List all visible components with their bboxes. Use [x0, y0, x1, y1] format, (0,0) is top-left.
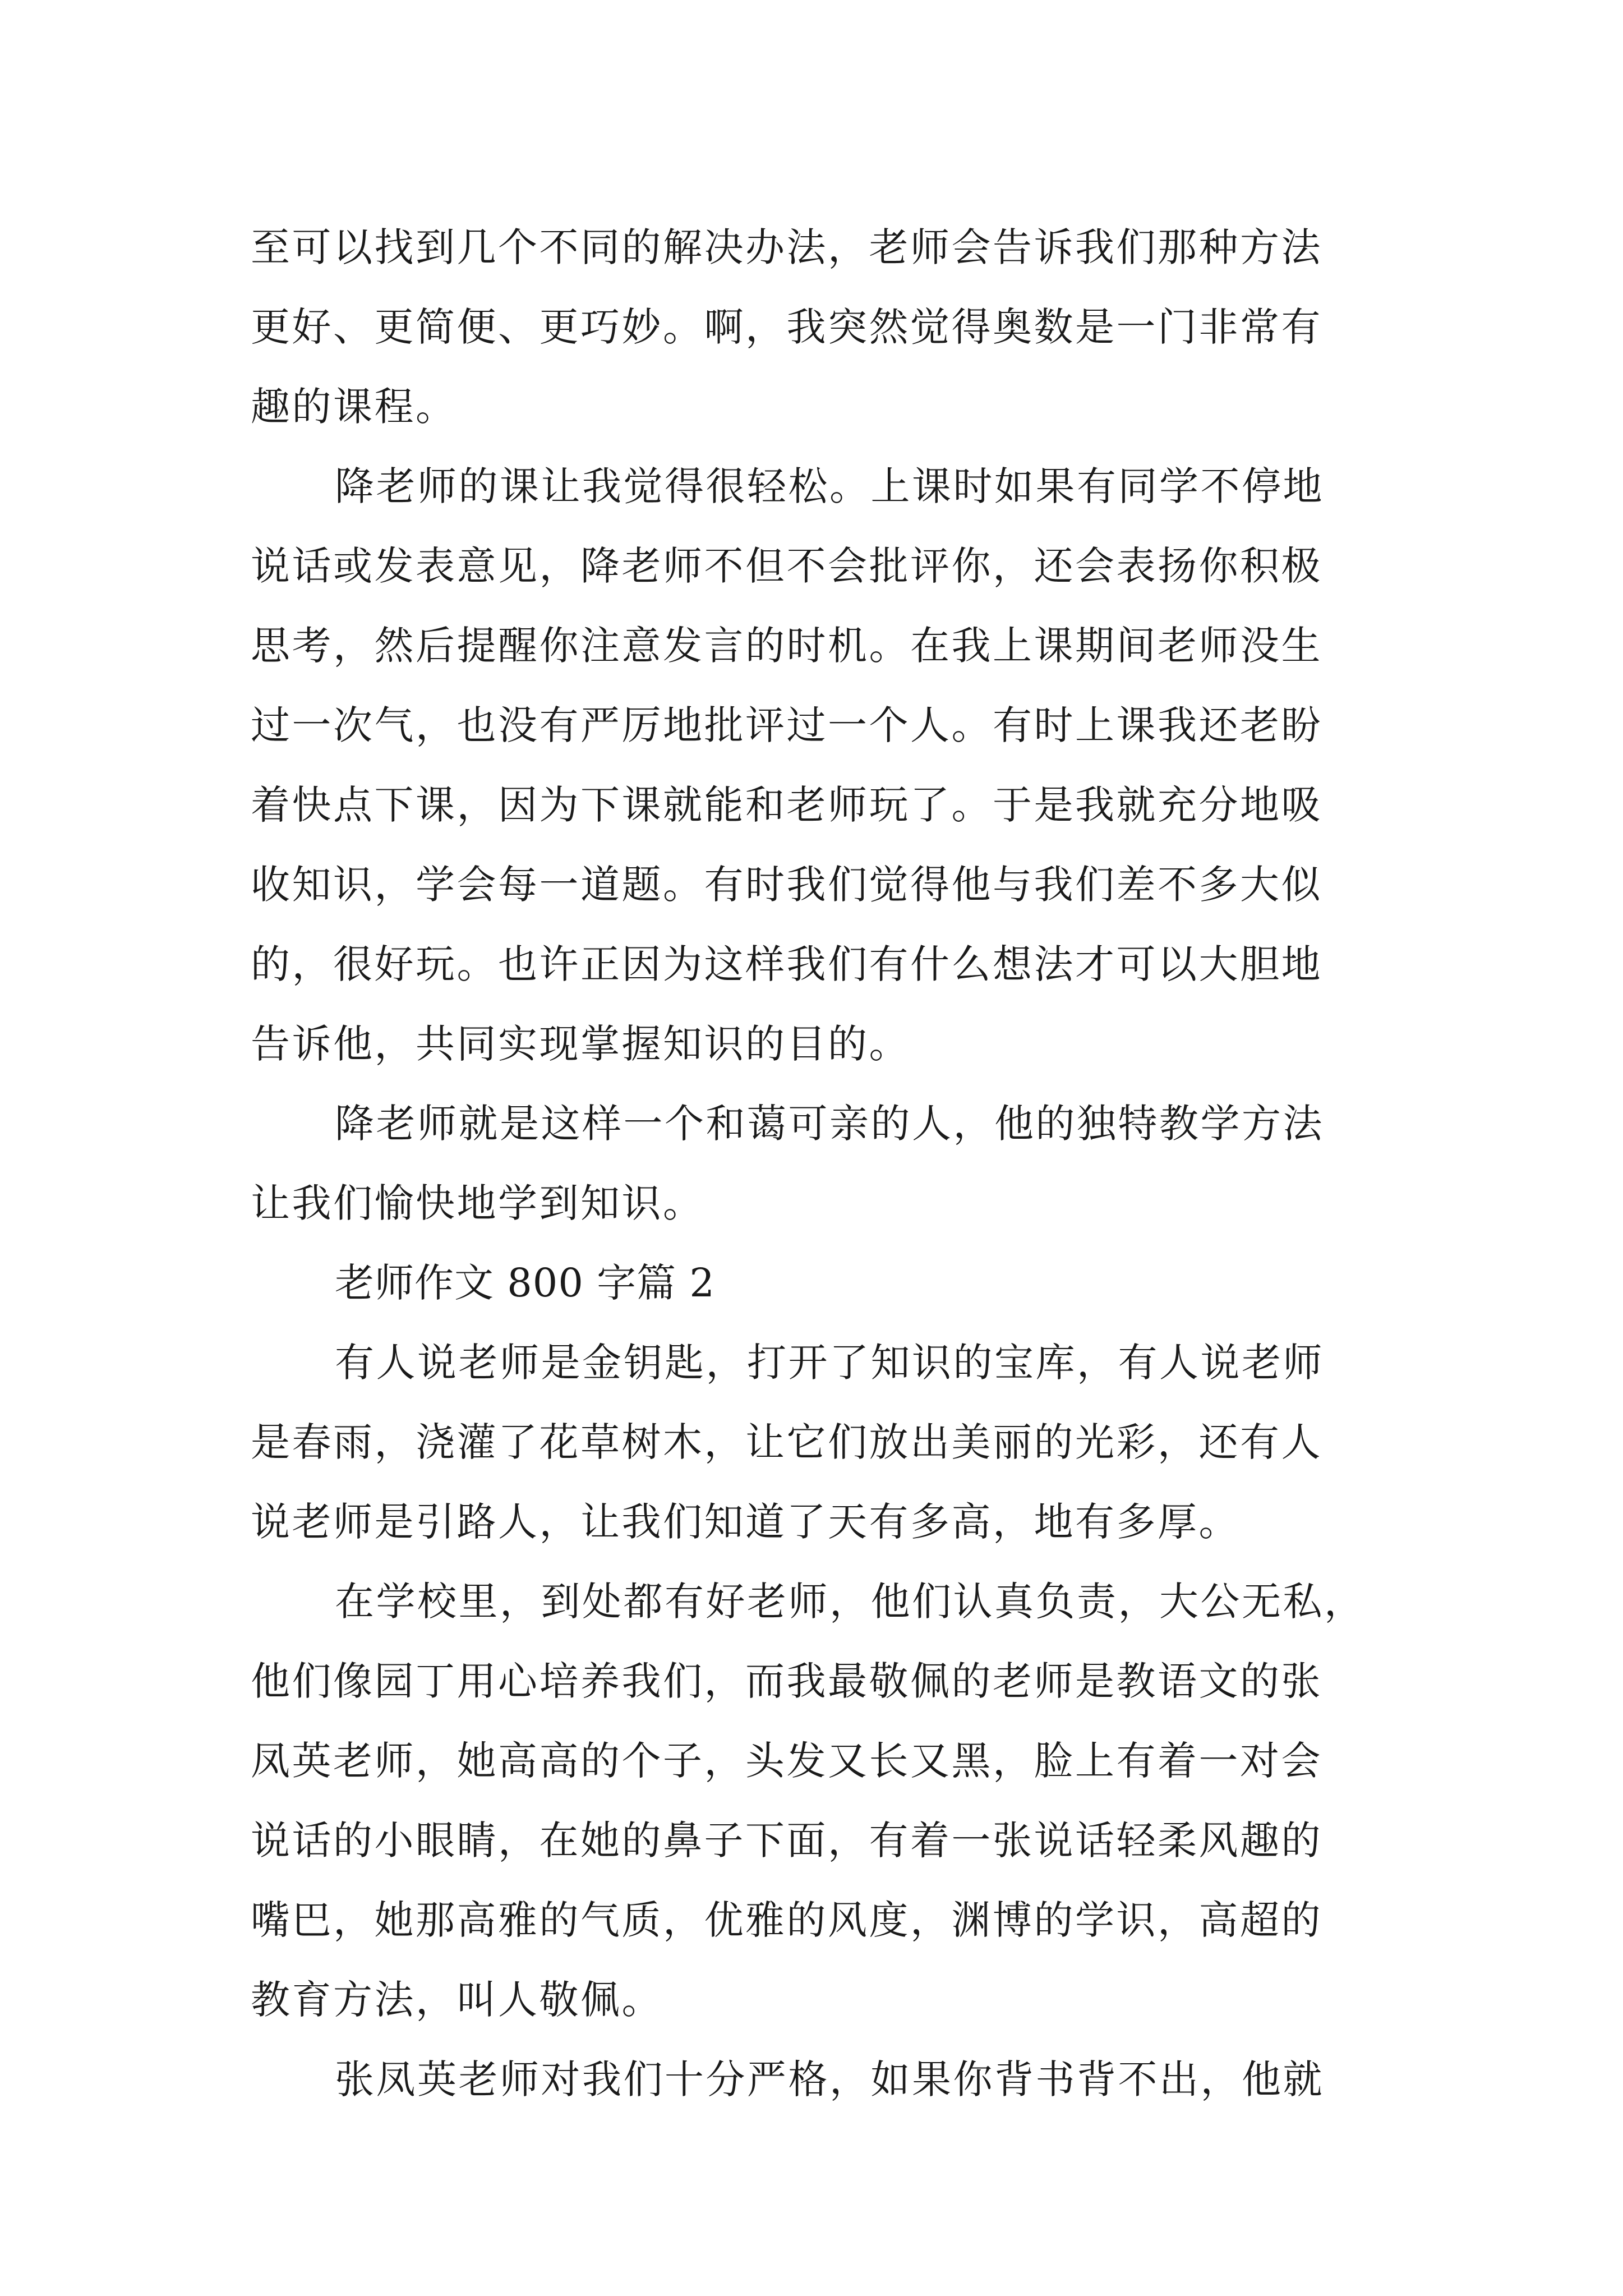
- text-line: 教育方法，叫人敬佩。: [251, 1977, 663, 2023]
- text-line: 更好、更简便、更巧妙。啊，我突然觉得奥数是一门非常有: [251, 304, 1322, 350]
- text-line: 嘴巴，她那高雅的气质，优雅的风度，渊博的学识，高超的: [251, 1897, 1322, 1943]
- text-line: 凤英老师，她高高的个子，头发又长又黑，脸上有着一对会: [251, 1738, 1322, 1784]
- text-line: 让我们愉快地学到知识。: [251, 1180, 704, 1226]
- text-line: 说话或发表意见，降老师不但不会批评你，还会表扬你积极: [251, 543, 1322, 589]
- text-line: 他们像园丁用心培养我们，而我最敬佩的老师是教语文的张: [251, 1658, 1322, 1704]
- paragraph-start-line: 张凤英老师对我们十分严格，如果你背书背不出，他就: [335, 2056, 1324, 2102]
- text-line: 是春雨，浇灌了花草树木，让它们放出美丽的光彩，还有人: [251, 1419, 1322, 1465]
- document-body: [251, 208, 1378, 2119]
- section-heading: 老师作文 800 字篇 2: [335, 1260, 715, 1306]
- text-line: 思考，然后提醒你注意发言的时机。在我上课期间老师没生: [251, 623, 1322, 669]
- text-line: 的，很好玩。也许正因为这样我们有什么想法才可以大胆地: [251, 941, 1322, 987]
- text-line: 告诉他，共同实现掌握知识的目的。: [251, 1021, 910, 1067]
- paragraph-start-line: 有人说老师是金钥匙，打开了知识的宝库，有人说老师: [335, 1340, 1324, 1386]
- text-line: 着快点下课，因为下课就能和老师玩了。于是我就充分地吸: [251, 782, 1322, 828]
- text-line: 说话的小眼睛，在她的鼻子下面，有着一张说话轻柔风趣的: [251, 1818, 1322, 1864]
- text-line: 过一次气，也没有严厉地批评过一个人。有时上课我还老盼: [251, 702, 1322, 748]
- paragraph-start-line: 降老师就是这样一个和蔼可亲的人，他的独特教学方法: [335, 1101, 1324, 1147]
- text-line: 趣的课程。: [251, 384, 457, 430]
- paragraph-start-line: 降老师的课让我觉得很轻松。上课时如果有同学不停地: [335, 463, 1324, 509]
- paragraph-start-line: 在学校里，到处都有好老师，他们认真负责，大公无私，: [335, 1579, 1366, 1625]
- text-line: 至可以找到几个不同的解决办法，老师会告诉我们那种方法: [251, 224, 1322, 270]
- text-line: 收知识，学会每一道题。有时我们觉得他与我们差不多大似: [251, 862, 1322, 908]
- text-line: 说老师是引路人，让我们知道了天有多高，地有多厚。: [251, 1499, 1240, 1545]
